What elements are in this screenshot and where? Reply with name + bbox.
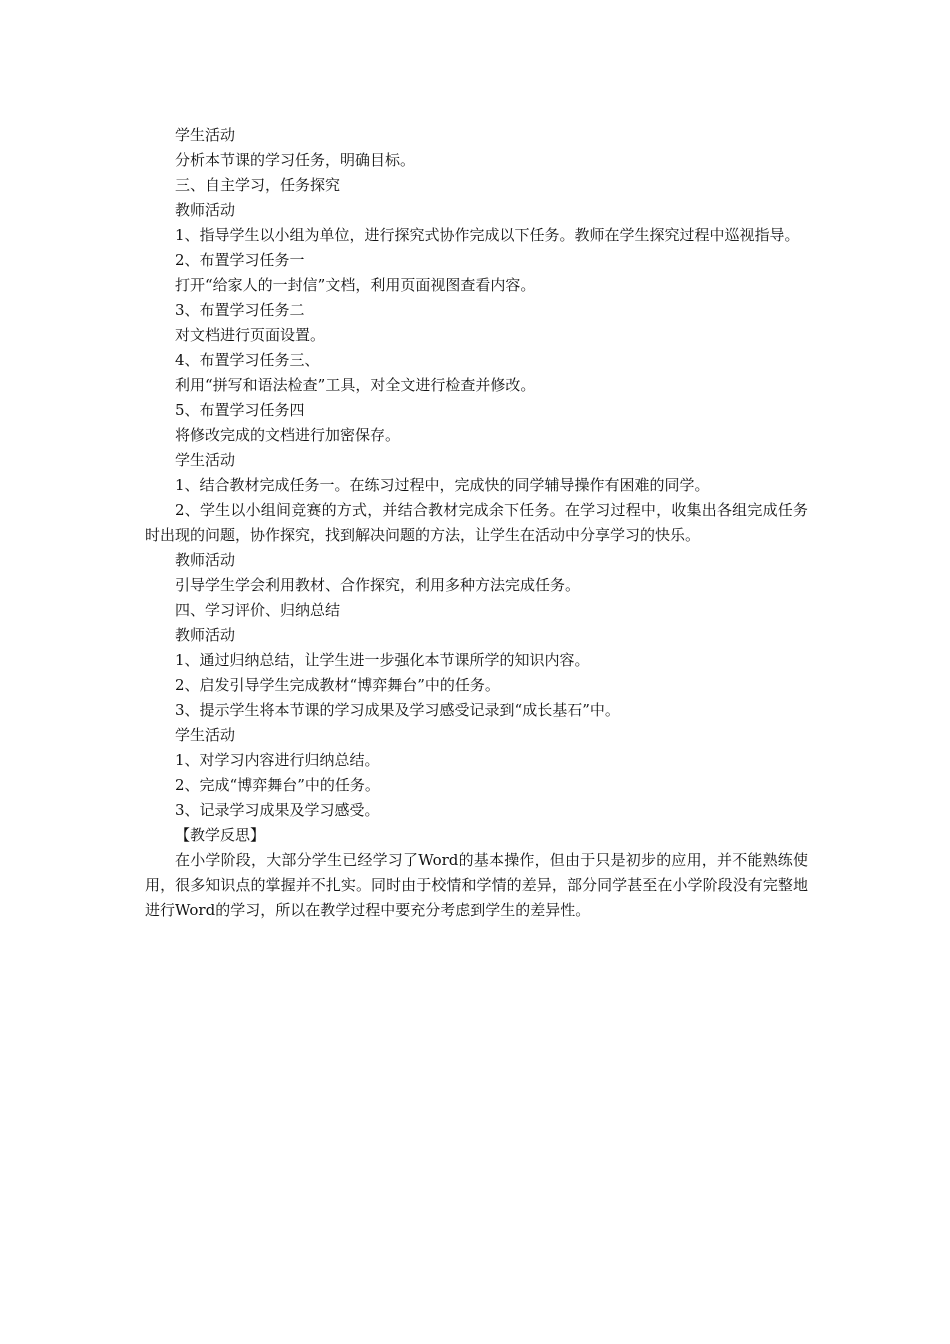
paragraph: 利用“拼写和语法检查”工具，对全文进行检查并修改。: [175, 376, 536, 394]
paragraph: 3、记录学习成果及学习感受。: [175, 801, 380, 819]
paragraph: 3、提示学生将本节课的学习成果及学习感受记录到“成长基石”中。: [175, 701, 620, 719]
section-heading: 【教学反思】: [175, 826, 266, 844]
paragraph: 3、布置学习任务二: [175, 301, 305, 319]
paragraph: 1、通过归纳总结，让学生进一步强化本节课所学的知识内容。: [175, 651, 590, 669]
paragraph: 1、指导学生以小组为单位，进行探究式协作完成以下任务。教师在学生探究过程中巡视指导。: [175, 226, 800, 244]
paragraph: 2、完成“博弈舞台”中的任务。: [175, 776, 380, 794]
paragraph: 1、结合教材完成任务一。在练习过程中，完成快的同学辅导操作有困难的同学。: [175, 476, 710, 494]
document-body: [145, 123, 808, 923]
paragraph: 2、启发引导学生完成教材“博弈舞台”中的任务。: [175, 676, 500, 694]
paragraph: 学生活动: [175, 726, 236, 744]
section-heading: 三、自主学习，任务探究: [175, 176, 341, 194]
paragraph: 打开“给家人的一封信”文档，利用页面视图查看内容。: [175, 276, 536, 294]
paragraph: 5、布置学习任务四: [175, 401, 305, 419]
paragraph: 对文档进行页面设置。: [175, 326, 326, 344]
paragraph: 分析本节课的学习任务，明确目标。: [175, 151, 416, 169]
paragraph: 教师活动: [175, 626, 236, 644]
paragraph: 引导学生学会利用教材、合作探究，利用多种方法完成任务。: [175, 576, 581, 594]
paragraph: 4、布置学习任务三、: [175, 351, 320, 369]
paragraph: 2、布置学习任务一: [175, 251, 305, 269]
paragraph: 教师活动: [175, 551, 236, 569]
paragraph: 学生活动: [175, 451, 236, 469]
paragraph: 教师活动: [175, 201, 236, 219]
paragraph: 在小学阶段，大部分学生已经学习了Word的基本操作，但由于只是初步的应用，并不能熟练使用，很多知识点的掌握并不扎实。同时由于校情和学情的差异，部分同学甚至在小学阶段没有完整地进行Word的学习，所以在教学过程中要充分考虑到学生的差异性。: [145, 851, 808, 919]
paragraph: 学生活动: [175, 126, 236, 144]
paragraph: 2、学生以小组间竞赛的方式，并结合教材完成余下任务。在学习过程中，收集出各组完成任务时出现的问题，协作探究，找到解决问题的方法，让学生在活动中分享学习的快乐。: [145, 501, 808, 544]
section-heading: 四、学习评价、归纳总结: [175, 601, 341, 619]
paragraph: 1、对学习内容进行归纳总结。: [175, 751, 380, 769]
paragraph: 将修改完成的文档进行加密保存。: [175, 426, 401, 444]
